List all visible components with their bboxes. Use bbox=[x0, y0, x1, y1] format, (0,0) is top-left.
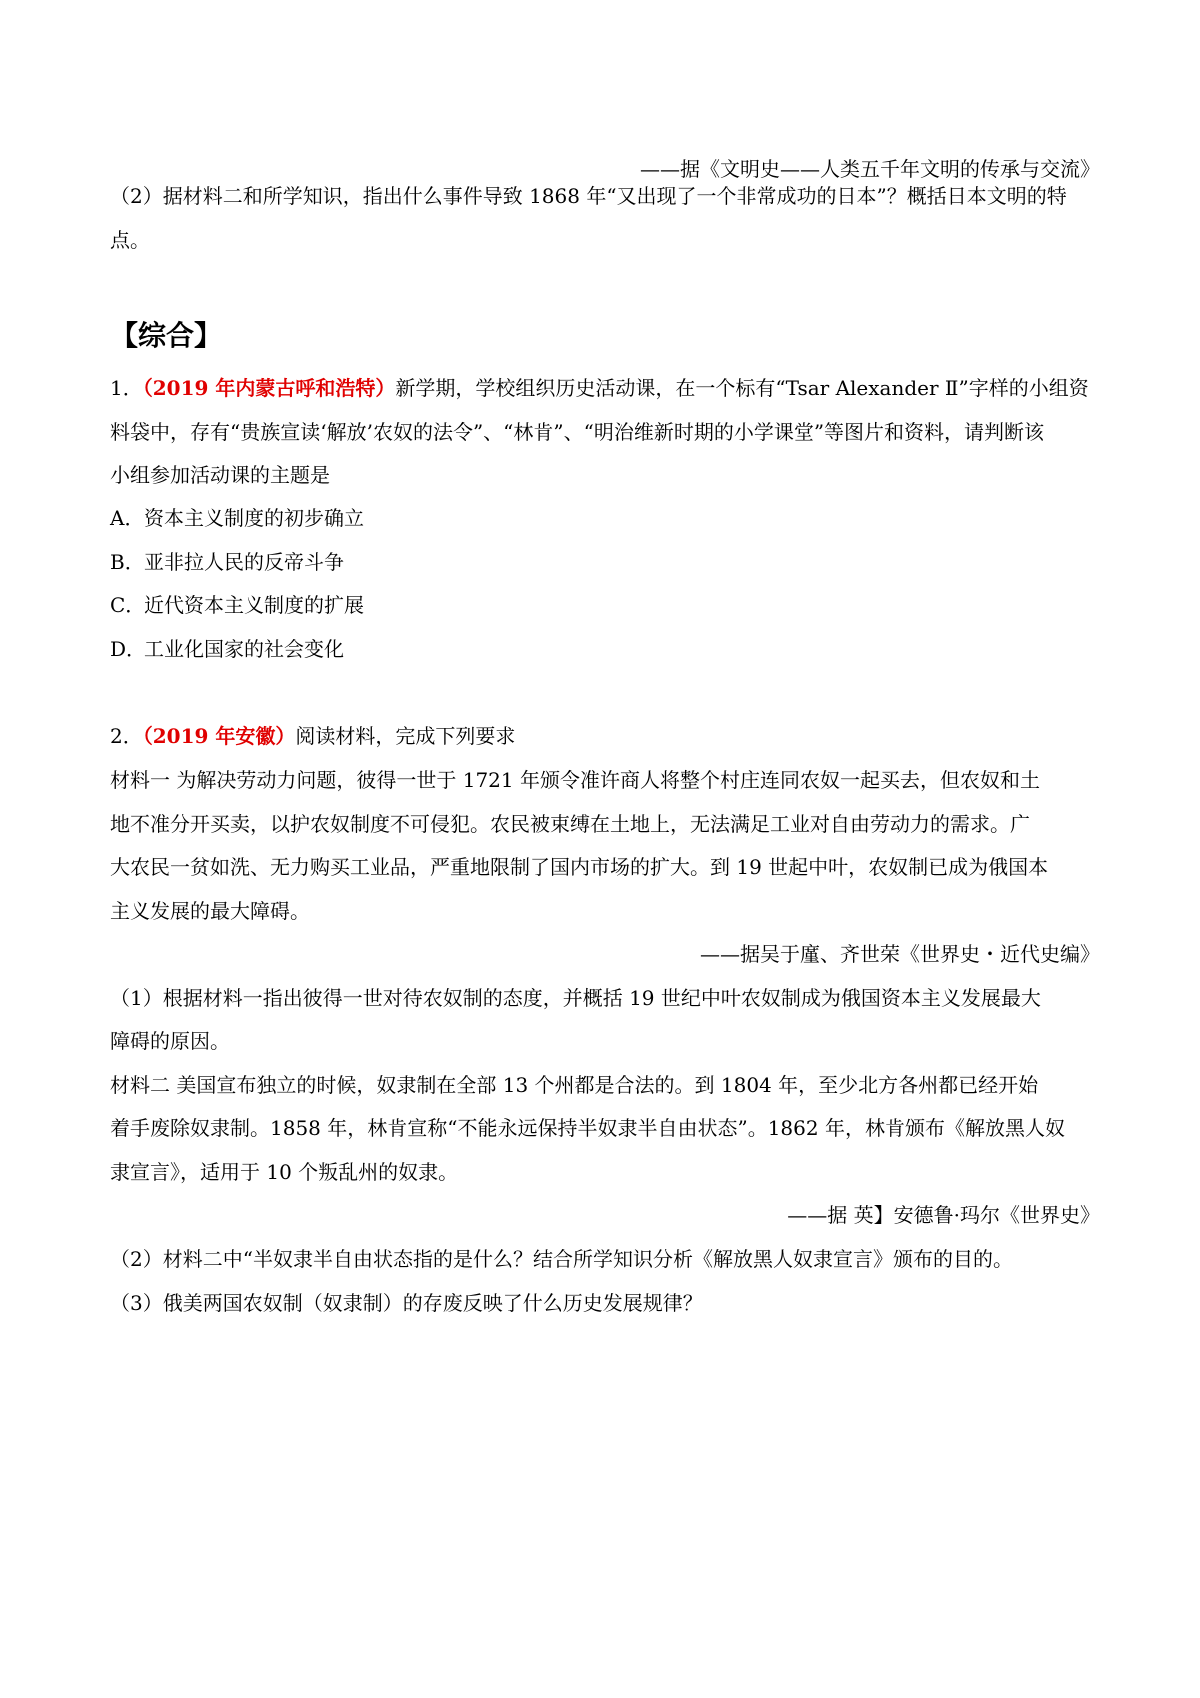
option-text: 近代资本主义制度的扩展 bbox=[144, 593, 364, 617]
material-one-text: 地不准分开买卖，以护农奴制度不可侵犯。农民被束缚在土地上，无法满足工业对自由劳动力的需求。广 bbox=[110, 812, 1030, 836]
question-stem: 小组参加活动课的主题是 bbox=[110, 463, 330, 487]
sub-question-1: （1）根据材料一指出彼得一世对待农奴制的态度，并概括 19 世纪中叶农奴制成为俄国资本主义发展最大 bbox=[110, 986, 1041, 1010]
sub-question-1: 障碍的原因。 bbox=[110, 1029, 230, 1053]
option-text: 亚非拉人民的反帝斗争 bbox=[144, 550, 344, 574]
option-letter: D． bbox=[110, 637, 147, 661]
material-two-text: 隶宣言》，适用于 10 个叛乱州的奴隶。 bbox=[110, 1160, 459, 1184]
option-text: 工业化国家的社会变化 bbox=[144, 637, 344, 661]
material-one-text: 主义发展的最大障碍。 bbox=[110, 899, 310, 923]
question-2-line bbox=[110, 722, 1100, 750]
option-d bbox=[110, 635, 1100, 663]
question-text: （2）据材料二和所学知识，指出什么事件导致 1868 年“又出现了一个非常成功的日本”？概括日本文明的特 bbox=[110, 184, 1067, 208]
question-source: （2019 年内蒙古呼和浩特） bbox=[142, 376, 396, 400]
question-text: 点。 bbox=[110, 228, 150, 252]
option-a bbox=[110, 504, 1100, 532]
material-source-citation: ——据《文明史——人类五千年文明的传承与交流》 bbox=[640, 157, 1100, 181]
sub-question-2: （2）材料二中“半奴隶半自由状态指的是什么？结合所学知识分析《解放黑人奴隶宣言》颁布的目的。 bbox=[110, 1247, 1013, 1271]
option-letter: C． bbox=[110, 593, 146, 617]
section-heading: 【综合】 bbox=[110, 319, 223, 352]
question-stem: 料袋中，存有“贵族宣读‘解放’农奴的法令”、“林肯”、“明治维新时期的小学课堂”等图片和资料，请判断该 bbox=[110, 420, 1045, 444]
option-letter: B． bbox=[110, 550, 145, 574]
option-text: 资本主义制度的初步确立 bbox=[144, 506, 364, 530]
material-two-text: 着手废除奴隶制。1858 年，林肯宣称“不能永远保持半奴隶半自由状态”。1862 年，林肯颁布《解放黑人奴 bbox=[110, 1116, 1065, 1140]
option-letter: A． bbox=[110, 506, 145, 530]
question-number: 2． bbox=[110, 724, 143, 748]
question-stem: 新学期，学校组织历史活动课，在一个标有“Tsar Alexander Ⅱ”字样的小组资 bbox=[395, 376, 1089, 400]
material-source-citation: ——据吴于廑、齐世荣《世界史・近代史编》 bbox=[700, 942, 1100, 966]
material-one-text: 大农民一贫如洗、无力购买工业品，严重地限制了国内市场的扩大。到 19 世起中叶，农奴制已成为俄国本 bbox=[110, 855, 1049, 879]
material-source-citation: ——据 英】安德鲁·玛尔《世界史》 bbox=[787, 1203, 1100, 1227]
material-two-text: 材料二 美国宣布独立的时候，奴隶制在全部 13 个州都是合法的。到 1804 年，至少北方各州都已经开始 bbox=[110, 1073, 1039, 1097]
option-c bbox=[110, 591, 1100, 619]
question-stem: 阅读材料，完成下列要求 bbox=[295, 724, 516, 748]
material-one-text: 材料一 为解决劳动力问题，彼得一世于 1721 年颁令准许商人将整个村庄连同农奴一起买去，但农奴和土 bbox=[110, 768, 1040, 792]
option-b bbox=[110, 548, 1100, 576]
question-1-line bbox=[110, 374, 1100, 402]
question-number: 1． bbox=[110, 376, 143, 400]
question-source: （2019 年安徽） bbox=[142, 724, 296, 748]
sub-question-3: （3）俄美两国农奴制（奴隶制）的存废反映了什么历史发展规律？ bbox=[110, 1291, 703, 1315]
